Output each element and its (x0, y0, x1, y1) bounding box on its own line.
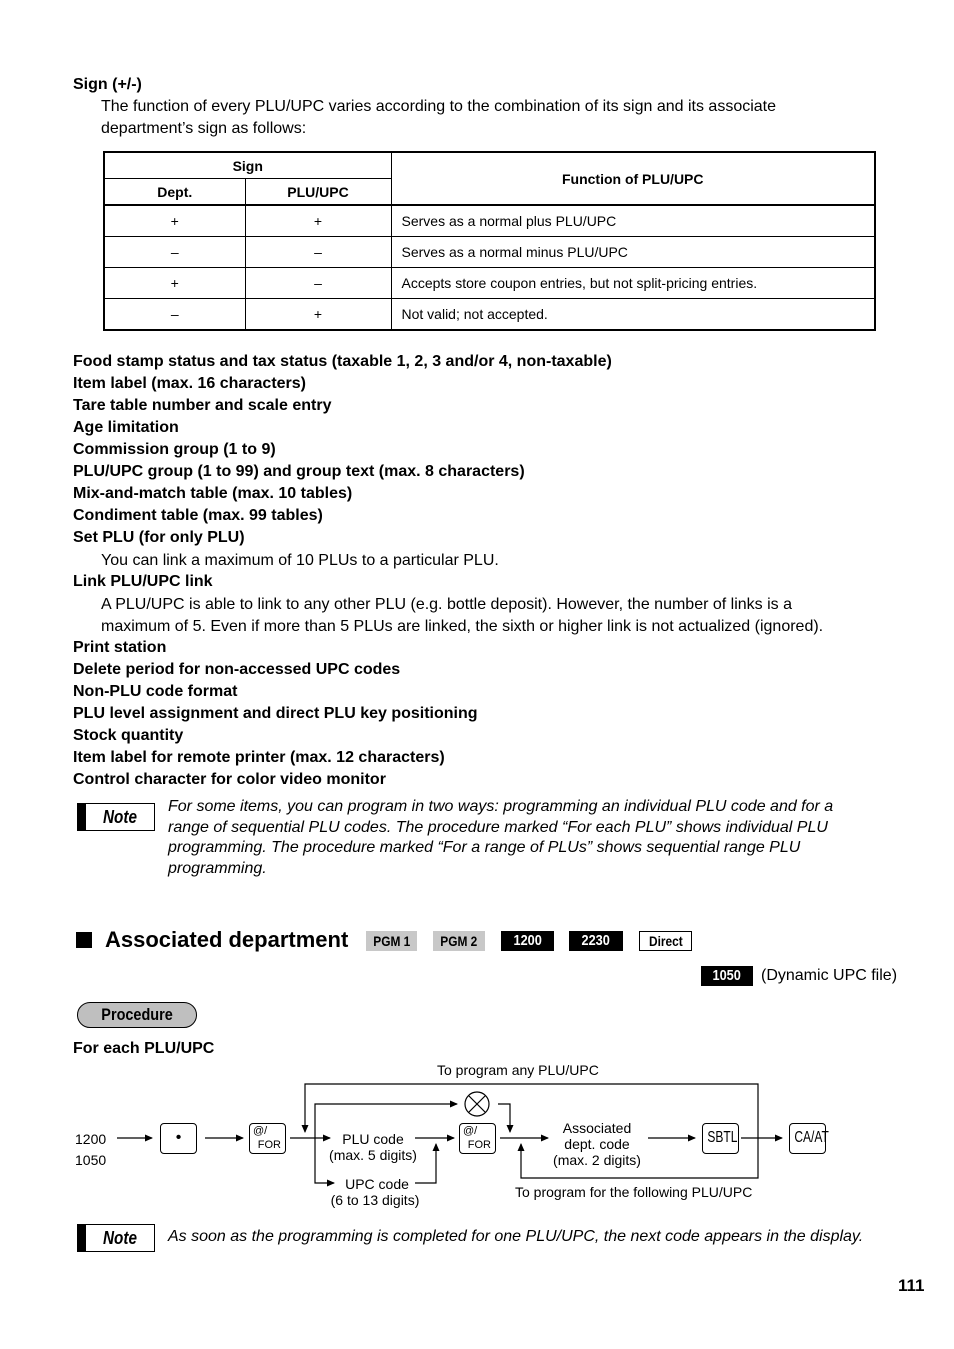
start-code-1200: 1200 (75, 1131, 107, 1147)
plu-sign: + (245, 205, 391, 237)
item-control-char: Control character for color video monitor (73, 771, 386, 788)
plu-sign: – (245, 237, 391, 268)
item-mix-match: Mix-and-match table (max. 10 tables) (73, 485, 353, 502)
item-link-desc1: A PLU/UPC is able to link to any other PLU (e.g. bottle deposit). However, the number of links is a (101, 596, 793, 613)
item-condiment: Condiment table (max. 99 tables) (73, 507, 323, 524)
item-set-plu-desc: You can link a maximum of 10 PLUs to a particular PLU. (101, 552, 499, 569)
sign-intro-line1: The function of every PLU/UPC varies according to the combination of its sign and its associate (101, 98, 777, 115)
note-badge (77, 1224, 155, 1252)
item-stock: Stock quantity (73, 727, 184, 744)
item-tare: Tare table number and scale entry (73, 397, 332, 414)
procedure-subheading: For each PLU/UPC (73, 1040, 215, 1057)
item-food-stamp: Food stamp status and tax status (taxable 1, 2, 3 and/or 4, non-taxable) (73, 353, 612, 370)
direct-tag: Direct (639, 931, 692, 951)
upc-code-label: UPC code (6 to 13 digits) (330, 1176, 420, 1208)
item-non-plu: Non-PLU code format (73, 683, 238, 700)
plu-code-label: PLU code (max. 5 digits) (329, 1131, 417, 1163)
dept-sign: – (104, 237, 245, 268)
decimal-point-key[interactable] (160, 1123, 197, 1154)
function-text: Accepts store coupon entries, but not split-pricing entries. (391, 268, 875, 299)
dot-key-label: • (175, 1129, 182, 1146)
plu-header: PLU/UPC (245, 179, 391, 206)
plu-sign: + (245, 299, 391, 331)
item-set-plu: Set PLU (for only PLU) (73, 529, 245, 546)
item-plu-level: PLU level assignment and direct PLU key positioning (73, 705, 478, 722)
sbtl-key-label: SBTL (707, 1129, 738, 1146)
note-line: programming. (168, 859, 267, 877)
for-key-top-label: @/ (463, 1125, 478, 1137)
mode-tag-pgm1: PGM 1 (366, 931, 417, 951)
note-badge-label: Note (103, 807, 137, 827)
dynamic-upc-label: (Dynamic UPC file) (761, 967, 898, 984)
assoc-dept-code-label: Associated dept. code (max. 2 digits) (553, 1120, 641, 1168)
item-link-desc2: maximum of 5. Even if more than 5 PLUs are linked, the sixth or higher link is not actualized (ignored). (101, 618, 824, 635)
procedure-badge: Procedure (77, 1002, 197, 1028)
sign-heading: Sign (+/-) (73, 76, 142, 93)
item-delete-period: Delete period for non-accessed UPC codes (73, 661, 401, 678)
job-code-2230: 2230 (569, 931, 623, 951)
mode-tag-pgm2: PGM 2 (433, 931, 485, 951)
dept-sign: – (104, 299, 245, 331)
plu-sign: – (245, 268, 391, 299)
for-key[interactable] (249, 1123, 286, 1154)
loop-arrow-top (305, 1084, 758, 1138)
skip-down-arrow (498, 1104, 510, 1132)
start-code-1050: 1050 (75, 1152, 107, 1168)
job-code-1200: 1200 (501, 931, 554, 951)
item-age: Age limitation (73, 419, 179, 436)
item-item-label: Item label (max. 16 characters) (73, 375, 307, 392)
for-key-2[interactable] (459, 1123, 496, 1154)
note-text-2: As soon as the programming is completed for one PLU/UPC, the next code appears in the display. (168, 1228, 864, 1245)
note-line: programming. The procedure marked “For a range of PLUs” shows sequential range PLU (168, 839, 801, 856)
note-line: range of sequential PLU codes. The procedure marked “For each PLU” shows individual PLU (168, 818, 828, 836)
for-key-top-label: @/ (253, 1125, 268, 1137)
function-header: Function of PLU/UPC (391, 152, 875, 205)
dept-sign: + (104, 268, 245, 299)
function-text: Serves as a normal minus PLU/UPC (391, 237, 875, 268)
caat-key-label: CA/AT (794, 1129, 829, 1146)
section-title: Associated department (105, 927, 349, 952)
function-text: Serves as a normal plus PLU/UPC (391, 205, 875, 237)
dept-header: Dept. (104, 179, 245, 206)
for-key-bottom-label: FOR (467, 1139, 491, 1151)
item-commission: Commission group (1 to 9) (73, 441, 276, 458)
item-remote-label: Item label for remote printer (max. 12 characters) (73, 749, 445, 766)
job-code-1050: 1050 (701, 966, 753, 986)
for-key-bottom-label: FOR (257, 1139, 281, 1151)
note-line: For some items, you can program in two ways: programming an individual PLU code and for a (168, 798, 834, 815)
item-print-station: Print station (73, 639, 167, 656)
cash-amount-tendered-key[interactable] (789, 1123, 829, 1154)
subtotal-key[interactable] (702, 1123, 739, 1154)
dept-sign: + (104, 205, 245, 237)
loop-top-label: To program any PLU/UPC (437, 1062, 599, 1078)
sign-group-header: Sign (104, 152, 391, 179)
page-number: 111 (898, 1276, 925, 1295)
item-link-plu: Link PLU/UPC link (73, 573, 213, 590)
item-plu-group: PLU/UPC group (1 to 99) and group text (max. 8 characters) (73, 463, 525, 480)
sign-intro-line2: department’s sign as follows: (101, 120, 307, 137)
function-text: Not valid; not accepted. (391, 299, 875, 331)
loop-bottom-label: To program for the following PLU/UPC (515, 1184, 753, 1200)
note-badge-label: Note (103, 1228, 137, 1248)
